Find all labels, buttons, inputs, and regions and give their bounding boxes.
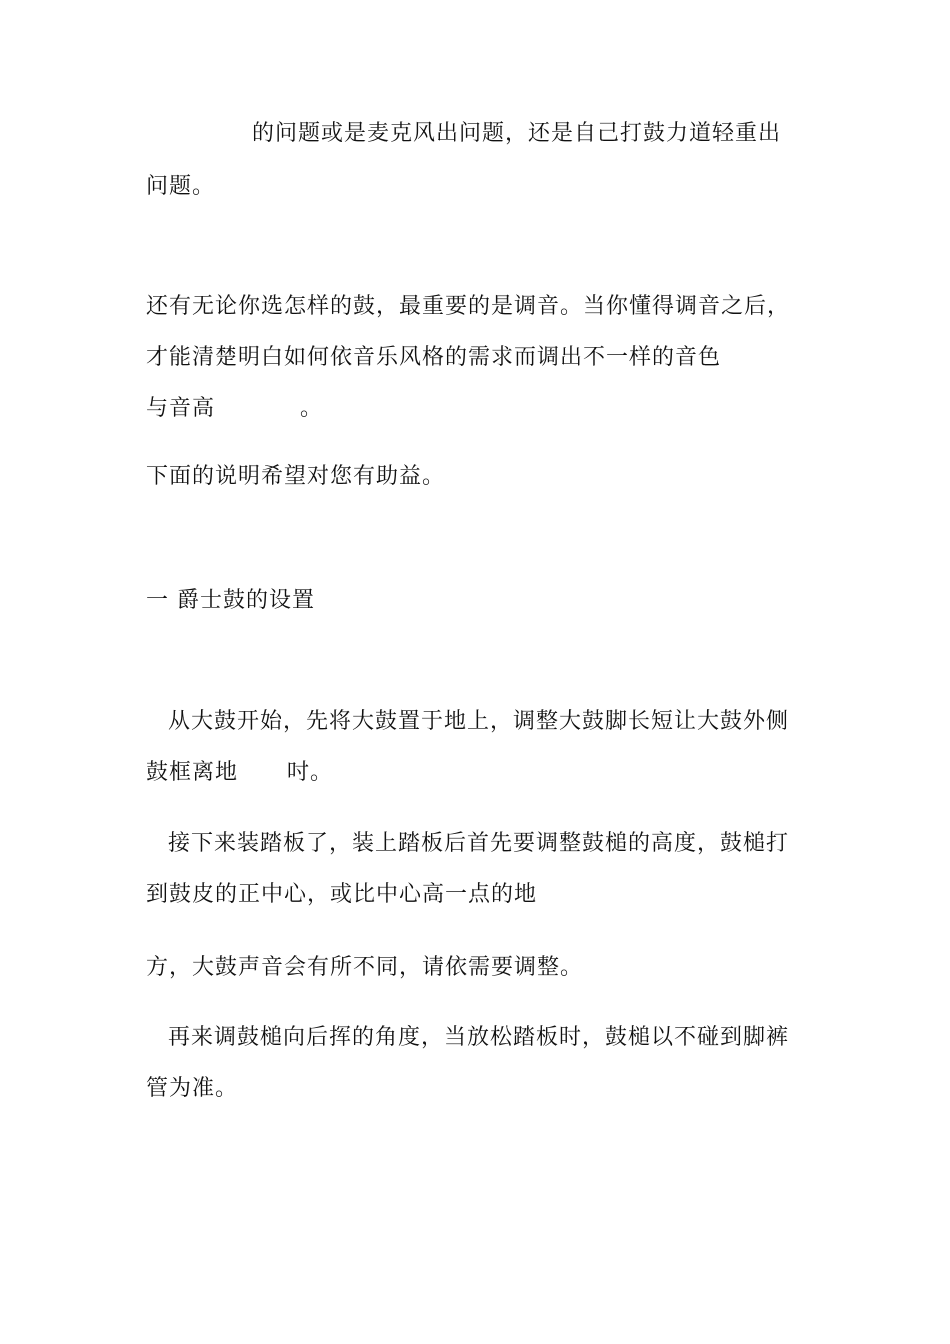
paragraph-5-line-2: 到鼓皮的正中心，或比中心高一点的地 [146,882,538,907]
paragraph-4-line-1: 从大鼓开始，先将大鼓置于地上，调整大鼓脚长短让大鼓外侧 [168,709,790,734]
paragraph-2-line-1: 还有无论你选怎样的鼓，最重要的是调音。当你懂得调音之后， [146,294,791,319]
paragraph-2-line-2: 才能清楚明白如何依音乐风格的需求而调出不一样的音色 [146,345,722,370]
paragraph-1-line-1: 的问题或是麦克风出问题，还是自己打鼓力道轻重出 [252,121,782,146]
paragraph-2-line-3-period: 。 [300,396,324,421]
paragraph-5-line-1: 接下来装踏板了，装上踏板后首先要调整鼓槌的高度，鼓槌打 [168,831,790,856]
section-heading: 一 爵士鼓的设置 [146,588,315,613]
paragraph-1-line-2: 问题。 [146,174,216,199]
paragraph-3-line-1: 下面的说明希望对您有助益。 [146,464,446,489]
paragraph-5-line-3: 方，大鼓声音会有所不同，请依需要调整。 [146,955,584,980]
paragraph-2-line-3-text: 与音高 [146,396,216,421]
paragraph-4-line-2-unit: 吋。 [287,760,334,785]
paragraph-4-line-2-text: 鼓框离地 [146,760,239,785]
paragraph-6-line-1: 再来调鼓槌向后挥的角度，当放松踏板时，鼓槌以不碰到脚裤 [168,1025,790,1050]
paragraph-6-line-2: 管为准。 [146,1076,239,1101]
